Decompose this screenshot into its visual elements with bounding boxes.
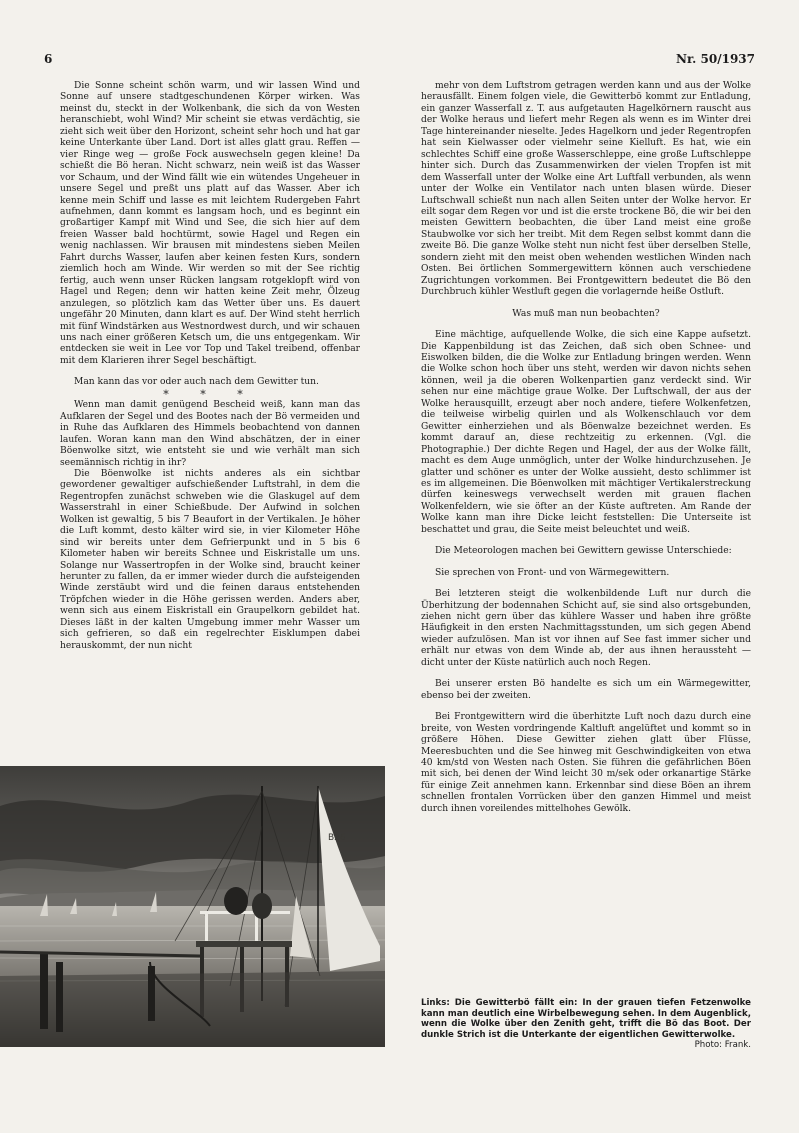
photo-caption <box>421 998 751 1051</box>
paragraph: Wenn man damit genügend Bescheid weiß, kann man das Aufklaren der Segel und des Bootes nach der Bö vermeiden und in Ruhe das Aufklaren des Himmels beobachtend von dannen laufen. Woran kann man den Wind abschätzen, der in einer Böenwolke sitzt, wie entsteht sie und wie verhält man sich seemännisch richtig in ihr? <box>60 400 360 468</box>
paragraph: Die Sonne scheint schön warm, und wir lassen Wind und Sonne auf unsere stadtgeschundenen Körper wirken. Was meinst du, steckt in der Wolkenbank, die sich da von Westen heranschiebt, wohl Wind? Mir scheint sie etwas verdächtig, sie zieht sich weit über den Horizont, scheint sehr hoch und hat gar keine Unterkante über Land. Dort ist alles glatt grau. Reffen — vier Ringe weg — große Fock auswechseln gegen kleine! Da schießt die Bö heran. Nicht schwarz, nein weiß ist das Wasser vor Schaum, und der Wind fällt wie ein wütendes Ungeheuer in unsere Segel und preßt uns platt auf das Wasser. Aber ich kenne mein Schiff und lasse es mit leichtem Rudergeben Fahrt aufnehmen, dann kommt es langsam hoch, und es beginnt ein großartiger Kampf mit Wind und See, die sich hier auf dem freien Wasser bald hochtürmt, sowie Hagel und Regen ein wenig nachlassen. Wir brausen mit mindestens sieben Meilen Fahrt durchs Wasser, laufen aber keinen festen Kurs, sondern ziemlich hoch am Winde. Wir werden so mit der See richtig fertig, auch wenn unser Rücken langsam rotgeklopft wird von Hagel und Regen; denn wir hatten keine Zeit mehr, Ölzeug anzulegen, so plötzlich kam das Wetter über uns. Es dauert ungefähr 20 Minuten, dann klart es auf. Der Wind steht herrlich mit fünf Windstärken aus Westnordwest durch, und wir schauen uns nach einer größeren Ketsch um, die uns entgegenkam. Wir entdecken sie weit in Lee vor Top und Takel treibend, offenbar mit dem Klarieren ihrer Segel beschäftigt. <box>60 81 360 366</box>
paragraph: Bei unserer ersten Bö handelte es sich um ein Wärmegewitter, ebenso bei der zweiten. <box>421 679 751 701</box>
paragraph: Bei letzteren steigt die wolkenbildende Luft nur durch die Überhitzung der bodennahen Schicht auf, sie sind also ortsgebunden, ziehen nicht gern über das kühlere Wasser und haben ihre größte Häufigkeit in den ersten Nachmittagsstunden, um sich gegen Abend wieder aufzulösen. Man ist vor ihnen auf See fast immer sicher und erhält nur etwas von dem Winde ab, der aus ihnen heraussteht — dicht unter der Küste natürlich auch noch Regen. <box>421 589 751 668</box>
issue-number: Nr. 50/1937 <box>675 52 755 66</box>
paragraph: mehr von dem Luftstrom getragen werden kann und aus der Wolke herausfällt. Einem folgen viele, die Gewitterbö kommt zur Entladung, ein ganzer Wasserfall z. T. aus aufgetauten Hagelkörnern rauscht aus der Wolke heraus und liefert mehr Regen als wenn es im Winter drei Tage hintereinander nieselte. Jedes Hagelkorn und jeder Regentropfen hat sein Kielwasser oder vielmehr seine Kielluft. Es hat, wie ein schlechtes Schiff eine große Wasserschleppe, eine große Luftschleppe hinter sich. Durch das Zusammenwirken der vielen Tropfen ist mit dem Wasserfall unter der Wolke eine Art Luftfall verbunden, als wenn unter der Wolke ein Ventilator nach unten blasen würde. Dieser Luftschwall schießt nun nach allen Seiten unter der Wolke hervor. Er eilt sogar dem Regen vor und ist die erste trockene Bö, die wir bei den meisten Gewittern beobachten, die über Land meist eine große Staubwolke vor sich her treibt. Mit dem Regen selbst kommt dann die zweite Bö. Die ganze Wolke steht nun nicht fest über derselben Stelle, sondern zieht mit den meist oben wehenden westlichen Winden nach Osten. Bei örtlichen Sommergewittern können auch verschiedene Zugrichtungen vorkommen. Bei Frontgewittern bedeutet die Bö den Durchbruch kühler Westluft gegen die vorlagernde heiße Ostluft. <box>421 81 751 298</box>
paragraph: Bei Frontgewittern wird die überhitzte Luft noch dazu durch eine breite, von Westen vordringende Kaltluft angelüftet und kommt so in größere Höhen. Diese Gewitter ziehen glatt über Flüsse, Meeresbuchten und die See hinweg mit Geschwindigkeiten von etwa 40 km/std von Westen nach Osten. Sie führen die gefährlichen Böen mit sich, bei denen der Wind leicht 30 m/sek oder orkanartige Stärke für einige Zeit annehmen kann. Erkennbar sind diese Böen an ihrem schnellen frontalen Vorrücken über den ganzen Himmel und meist durch ihnen voreilendes mittelhohes Gewölk. <box>421 712 751 814</box>
page-number: 6 <box>44 52 53 66</box>
left-text-column <box>60 81 360 652</box>
section-separator: * * * <box>163 387 257 401</box>
photo-credit: Photo: Frank. <box>694 1040 751 1051</box>
paragraph: Die Böenwolke ist nichts anderes als ein sichtbar gewordener gewaltiger aufschießender Luftstrahl, in dem die Regentropfen zunächst schweben wie die Glaskugel auf dem Wasserstrahl in einer Schießbude. Der Aufwind in solchen Wolken ist gewaltig, 5 bis 7 Beaufort in der Vertikalen. Je höher die Luft kommt, desto kälter wird sie, in vier Kilometer Höhe sind wir bereits unter dem Gefrierpunkt und in 5 bis 6 Kilometer haben wir bereits Schnee und Eiskristalle um uns. Solange nur Wassertropfen in der Wolke sind, braucht keiner herunter zu fallen, da er immer wieder durch die aufsteigenden Winde zerstäubt wird und die feinen daraus entstehenden Tröpfchen wieder in die Höhe gerissen werden. Anders aber, wenn sich aus einem Eiskristall ein Graupelkorn gebildet hat. Dieses läßt in der kalten Umgebung immer mehr Wasser um sich gefrieren, so daß ein regelrechter Eisklumpen dabei herauskommt, der nun nicht <box>60 468 360 651</box>
caption-text: Links: Die Gewitterbö fällt ein: In der grauen tiefen Fetzenwolke kann man deutlich eine Wirbelbewegung sehen. In dem Augenblick, wenn die Wolke über den Zenith geht, trifft die Bö das Boot. Der dunkle Strich ist die Unterkante der eigentlichen Gewitterwolke. <box>421 998 751 1040</box>
storm-photograph <box>0 766 385 1047</box>
paragraph: Die Meteorologen machen bei Gewittern gewisse Unterschiede: <box>435 546 732 557</box>
photo-illustration <box>0 766 385 1047</box>
right-text-column <box>421 81 751 815</box>
section-heading: Was muß man nun beobachten? <box>512 308 660 319</box>
paragraph: Man kann das vor oder auch nach dem Gewitter tun. <box>74 377 319 388</box>
paragraph: Eine mächtige, aufquellende Wolke, die sich eine Kappe aufsetzt. Die Kappenbildung ist das Zeichen, daß sich oben Schnee- und Eiswolken bilden, die die Wolke zur Entladung bringen werden. Wenn die Wolke schon hoch über uns steht, werden wir davon nichts sehen können, weil ja die oberen Wolkenpartien ganz verdeckt sind. Wir sehen nur eine mächtige graue Wolke. Der Luftschwall, der aus der Wolke herausquillt, erzeugt aber noch andere, tiefere Wolkenfetzen, die teilweise wirbelig quirlen und als Wolkenschlauch vor dem Gewitter einherziehen und als Böenwalze bezeichnet werden. Es kommt darauf an, diese rechtzeitig zu erkennen. (Vgl. die Photographie.) Der dichte Regen und Hagel, der aus der Wolke fällt, macht es dem Auge unmöglich, unter der Wolke hindurchzusehen. Je glatter und schöner es unter der Wolke aussieht, desto schlimmer ist es im allgemeinen. Die Böenwolken mit mächtiger Vertikalerstreckung dürfen keineswegs verwechselt werden mit grauen flachen Wolkenfeldern, wie sie öfter an der Küste auftreten. Am Rande der Wolke kann man ihre Dicke leicht feststellen: Die Unterseite ist beschattet und grau, die Seite meist beleuchtet und weiß. <box>421 330 751 535</box>
paragraph: Sie sprechen von Front- und von Wärmegewittern. <box>435 567 670 578</box>
sail-number: B26 <box>328 833 346 843</box>
